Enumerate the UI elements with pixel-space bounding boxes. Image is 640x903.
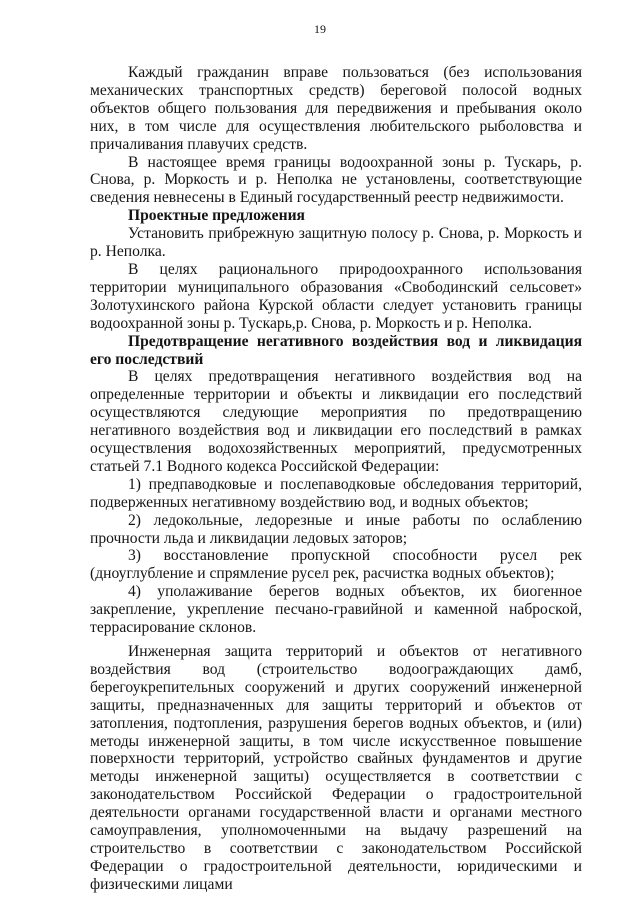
paragraph: Установить прибрежную защитную полосу р. Снова, р. Моркость и р. Неполка.	[90, 225, 582, 261]
page-number: 19	[314, 22, 326, 36]
paragraph: 2) ледокольные, ледорезные и иные работы по ослаблению прочности льда и ликвидации ледовых заторов;	[90, 511, 582, 547]
section-heading: Предотвращение негативного воздействия вод и ликвидация его последствий	[90, 332, 582, 368]
paragraph: В настоящее время границы водоохранной зоны р. Тускарь, р. Снова, р. Моркость и р. Неполка не установлены, соответствующие сведения невнесены в Единый государственный реестр недвижимости.	[90, 153, 582, 207]
paragraph: 1) предпаводковые и послепаводковые обследования территорий, подверженных негативному воздействию вод, и водных объектов;	[90, 475, 582, 511]
paragraph: 3) восстановление пропускной способности русел рек (дноуглубление и спрямление русел рек, расчистка водных объектов);	[90, 547, 582, 583]
paragraph: В целях рационального природоохранного использования территории муниципального образования «Свободинский сельсовет» Золотухинского района Курской области следует установить границы водоохранной зоны р. Тускарь,р. Снова, р. Моркость и р. Неполка.	[90, 260, 582, 332]
paragraph: Каждый гражданин вправе пользоваться (без использования механических транспортных средств) береговой полосой водных объектов общего пользования для передвижения и пребывания около них, в том числе для осуществления любительского рыболовства и причаливания плавучих средств.	[90, 64, 582, 153]
paragraph: Инженерная защита территорий и объектов от негативного воздействия вод (строительство водоограждающих дамб, берегоукрепительных сооружений и других сооружений инженерной защиты, предназначенных для защиты территорий и объектов от затопления, подтопления, разрушения берегов водных объектов, и (или) методы инженерной защиты, в том числе искусственное повышение поверхности территорий, устройство свайных фундаментов и другие методы инженерной защиты) осуществляется в соответствии с законодательством Российской Федерации о градостроительной деятельности органами государственной власти и органами местного самоуправления, уполномоченными на выдачу разрешений на строительство в соответствии с законодательством Российской Федерации о градостроительной деятельности, юридическими и физическими лицами	[90, 643, 582, 893]
section-heading: Проектные предложения	[128, 207, 305, 225]
document-body	[90, 64, 582, 894]
paragraph: 4) уполаживание берегов водных объектов, их биогенное закрепление, укрепление песчано-гравийной и каменной наброской, террасирование склонов.	[90, 583, 582, 637]
paragraph: В целях предотвращения негативного воздействия вод на определенные территории и объекты и ликвидации его последствий осуществляются следующие мероприятия по предотвращению негативного воздействия вод и ликвидации его последствий в рамках осуществления водохозяйственных мероприятий, предусмотренных статьей 7.1 Водного кодекса Российской Федерации:	[90, 368, 582, 475]
